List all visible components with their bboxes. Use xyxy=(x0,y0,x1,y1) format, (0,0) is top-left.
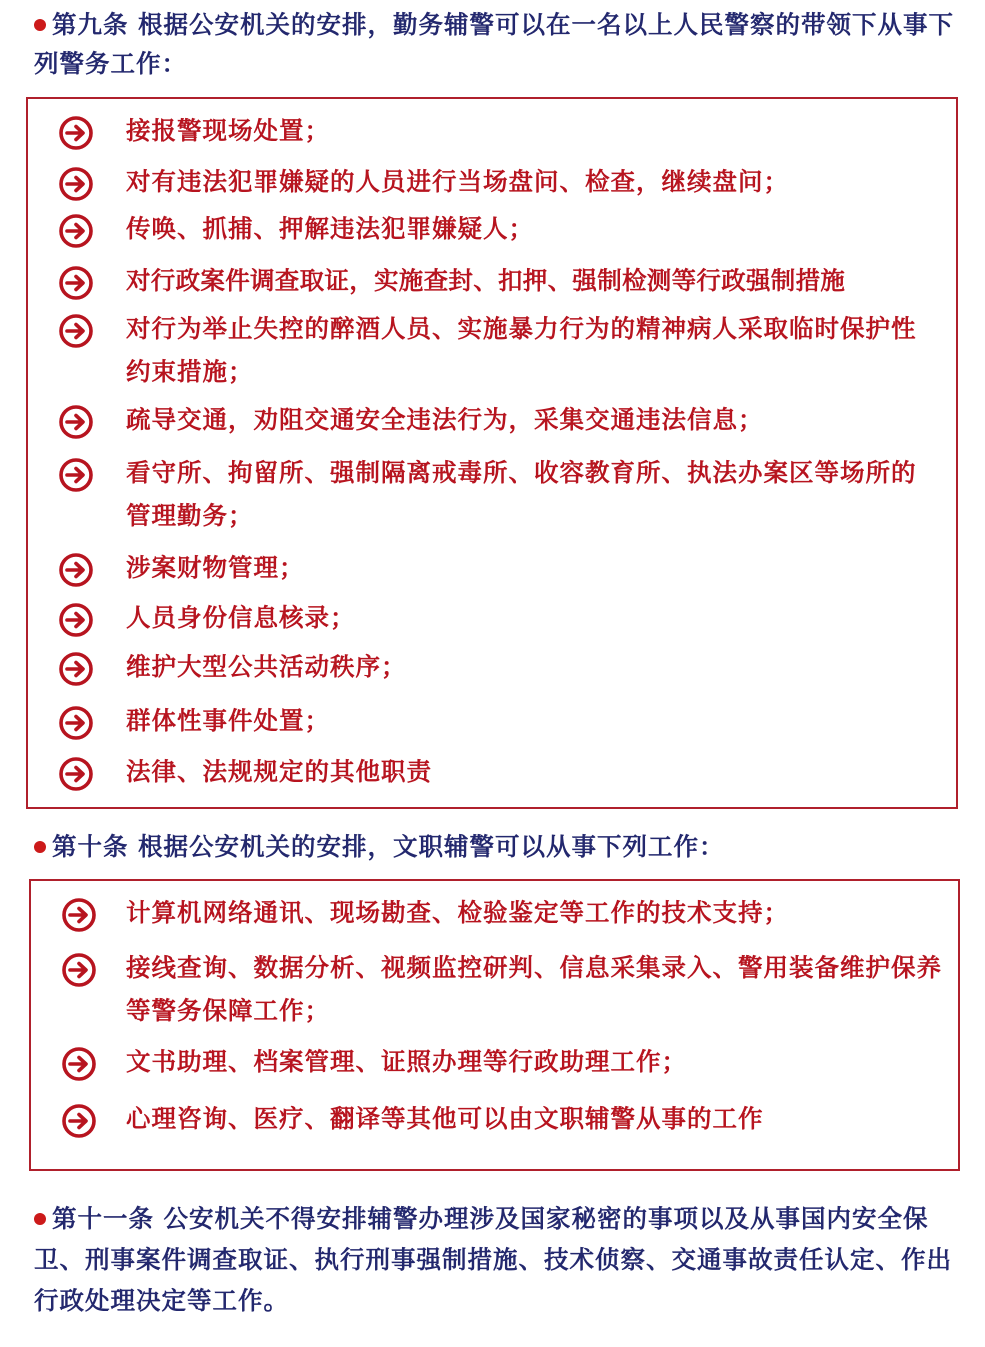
list-item-text: 疏导交通，劝阻交通安全违法行为，采集交通违法信息； xyxy=(126,405,764,434)
circle-arrow-right-icon xyxy=(58,115,94,151)
list-item-text: 群体性事件处置； xyxy=(126,706,330,735)
circle-arrow-right-icon xyxy=(58,457,94,493)
list-item-text: 法律、法规规定的其他职责 xyxy=(126,757,432,786)
list-item-text: 传唤、抓捕、押解违法犯罪嫌疑人； xyxy=(126,214,534,243)
circle-arrow-right-icon xyxy=(58,313,94,349)
circle-arrow-right-icon xyxy=(58,166,94,202)
circle-arrow-right-icon xyxy=(58,404,94,440)
circle-arrow-right-icon xyxy=(58,602,94,638)
red-dot-icon xyxy=(34,1213,46,1225)
circle-arrow-right-icon xyxy=(58,213,94,249)
article-9-list-box xyxy=(26,97,958,809)
red-dot-icon xyxy=(34,841,46,853)
circle-arrow-right-icon xyxy=(61,1103,97,1139)
article-9-heading: 第九条 根据公安机关的安排，勤务辅警可以在一名以上人民警察的带领下从事下列警务工作： xyxy=(34,10,955,78)
circle-arrow-right-icon xyxy=(58,552,94,588)
list-item-text: 对行为举止失控的醉酒人员、实施暴力行为的精神病人采取临时保护性约束措施； xyxy=(126,314,917,386)
circle-arrow-right-icon xyxy=(58,756,94,792)
list-item-text: 对行政案件调查取证，实施查封、扣押、强制检测等行政强制措施 xyxy=(126,266,846,295)
list-item-text: 心理咨询、医疗、翻译等其他可以由文职辅警从事的工作 xyxy=(126,1104,764,1133)
list-item-text: 文书助理、档案管理、证照办理等行政助理工作； xyxy=(126,1047,687,1076)
list-item-text: 维护大型公共活动秩序； xyxy=(126,652,407,681)
list-item-text: 接报警现场处置； xyxy=(126,116,330,145)
article-10-heading: 第十条 根据公安机关的安排，文职辅警可以从事下列工作： xyxy=(34,827,959,866)
circle-arrow-right-icon xyxy=(61,952,97,988)
list-item-text: 对有违法犯罪嫌疑的人员进行当场盘问、检查，继续盘问； xyxy=(126,167,789,196)
circle-arrow-right-icon xyxy=(61,897,97,933)
list-item-text: 人员身份信息核录； xyxy=(126,603,356,632)
list-item-text: 涉案财物管理； xyxy=(126,553,305,582)
list-item-text: 看守所、拘留所、强制隔离戒毒所、收容教育所、执法办案区等场所的管理勤务； xyxy=(126,458,917,530)
circle-arrow-right-icon xyxy=(58,265,94,301)
list-item-text: 接线查询、数据分析、视频监控研判、信息采集录入、警用装备维护保养等警务保障工作； xyxy=(126,953,942,1025)
red-dot-icon xyxy=(34,19,46,31)
article-10-list-box xyxy=(29,879,960,1171)
circle-arrow-right-icon xyxy=(61,1046,97,1082)
circle-arrow-right-icon xyxy=(58,705,94,741)
circle-arrow-right-icon xyxy=(58,651,94,687)
article-11-heading: 第十一条 公安机关不得安排辅警办理涉及国家秘密的事项以及从事国内安全保卫、刑事案件调查取证、执行刑事强制措施、技术侦察、交通事故责任认定、作出行政处理决定等工作。 xyxy=(34,1204,952,1315)
list-item-text: 计算机网络通讯、现场勘查、检验鉴定等工作的技术支持； xyxy=(126,898,789,927)
